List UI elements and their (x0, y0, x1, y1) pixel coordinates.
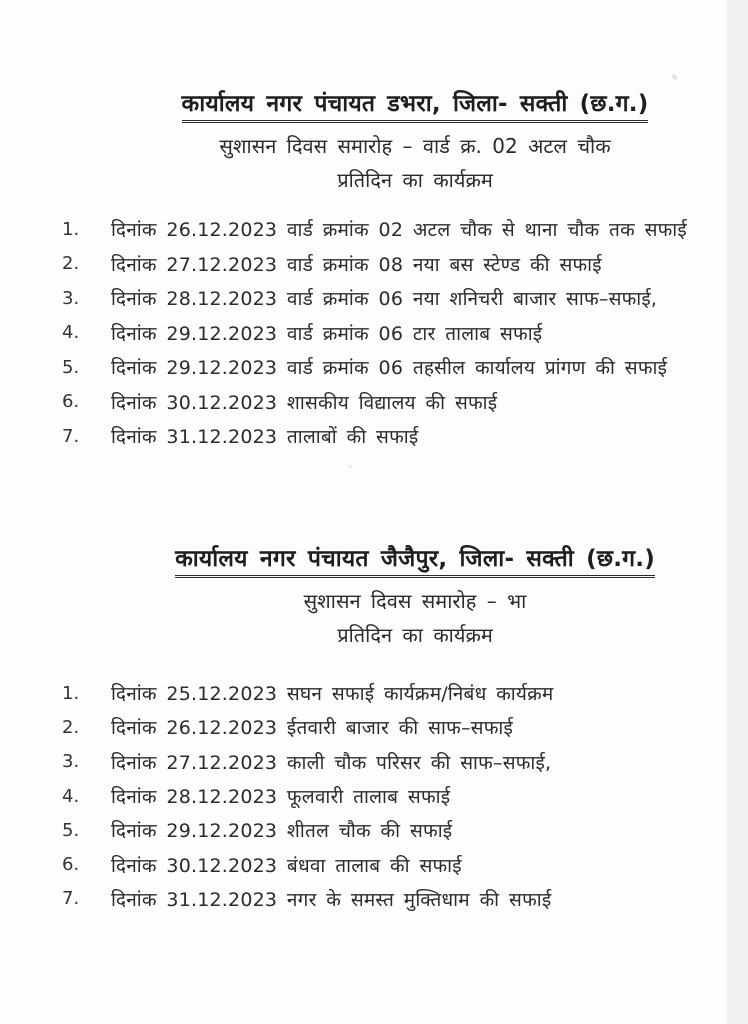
item-text: दिनांक 31.12.2023 नगर के समस्त मुक्तिधाम की सफाई (111, 888, 552, 911)
item-text: दिनांक 26.12.2023 वार्ड क्रमांक 02 अटल चौक से थाना चौक तक सफाई (111, 219, 687, 242)
section-1-title-text: कार्यालय नगर पंचायत डभरा, जिला- सक्ती (छ.ग.) (182, 91, 649, 123)
item-number: 3. (62, 751, 80, 773)
item-number: 6. (62, 391, 80, 413)
schedule-item (0, 247, 727, 282)
scan-artifact (671, 73, 679, 81)
item-text: दिनांक 29.12.2023 वार्ड क्रमांक 06 तहसील कार्यालय प्रांगण की सफाई (111, 357, 668, 380)
schedule-item (0, 710, 727, 744)
schedule-item (0, 676, 727, 710)
schedule-item (0, 847, 727, 881)
item-number: 4. (62, 322, 80, 344)
section-1-title (90, 86, 740, 118)
item-number: 6. (62, 854, 80, 876)
schedule-item (0, 813, 727, 847)
item-number: 7. (62, 425, 80, 447)
item-text: दिनांक 26.12.2023 ईतवारी बाजार की साफ–सफाई (111, 717, 514, 740)
section-2-subtitle: सुशासन दिवस समारोह – भा (303, 589, 527, 613)
schedule-item (0, 745, 727, 779)
schedule-item (0, 281, 727, 316)
daily-program-list-1 (0, 212, 727, 454)
schedule-item (0, 882, 727, 916)
scan-edge-shadow (727, 0, 748, 1024)
item-text: दिनांक 25.12.2023 सघन सफाई कार्यक्रम/निबंध कार्यक्रम (111, 683, 554, 706)
item-text: दिनांक 30.12.2023 बंधवा तालाब की सफाई (111, 854, 462, 877)
schedule-item (0, 350, 727, 385)
item-number: 2. (62, 253, 80, 275)
item-text: दिनांक 29.12.2023 वार्ड क्रमांक 06 टार तालाब सफाई (111, 322, 543, 345)
section-2-header (90, 541, 740, 648)
section-1-subtitle: सुशासन दिवस समारोह – वार्ड क्र. 02 अटल चौक (219, 134, 611, 158)
section-1-subtitle-2: प्रतिदिन का कार्यक्रम (337, 168, 493, 192)
item-number: 3. (62, 287, 80, 309)
daily-program-list-2 (0, 676, 727, 916)
section-2-title-text: कार्यालय नगर पंचायत जैजैपुर, जिला- सक्ती (छ.ग.) (175, 546, 655, 578)
item-number: 4. (62, 785, 80, 807)
item-text: दिनांक 27.12.2023 काली चौक परिसर की साफ–सफाई, (111, 751, 552, 774)
schedule-item (0, 316, 727, 351)
item-number: 2. (62, 716, 80, 738)
item-number: 7. (62, 888, 80, 910)
item-text: दिनांक 30.12.2023 शासकीय विद्यालय की सफाई (111, 391, 498, 414)
item-number: 5. (62, 819, 80, 841)
schedule-item (0, 212, 727, 247)
item-text: दिनांक 31.12.2023 तालाबों की सफाई (111, 426, 419, 449)
item-text: दिनांक 28.12.2023 वार्ड क्रमांक 06 नया शनिचरी बाजार साफ–सफाई, (111, 288, 658, 311)
item-text: दिनांक 28.12.2023 फूलवारी तालाब सफाई (111, 786, 451, 809)
item-number: 1. (62, 682, 80, 704)
item-number: 5. (62, 356, 80, 378)
section-2-title (90, 541, 740, 573)
scan-artifact (348, 465, 353, 468)
section-2-subtitle-2: प्रतिदिन का कार्यक्रम (337, 623, 493, 647)
item-number: 1. (62, 218, 80, 240)
item-text: दिनांक 29.12.2023 शीतल चौक की सफाई (111, 820, 453, 843)
schedule-item (0, 385, 727, 420)
schedule-item (0, 779, 727, 813)
schedule-item (0, 419, 727, 454)
item-text: दिनांक 27.12.2023 वार्ड क्रमांक 08 नया बस स्टेण्ड की सफाई (111, 253, 602, 276)
section-1-header (90, 86, 740, 193)
